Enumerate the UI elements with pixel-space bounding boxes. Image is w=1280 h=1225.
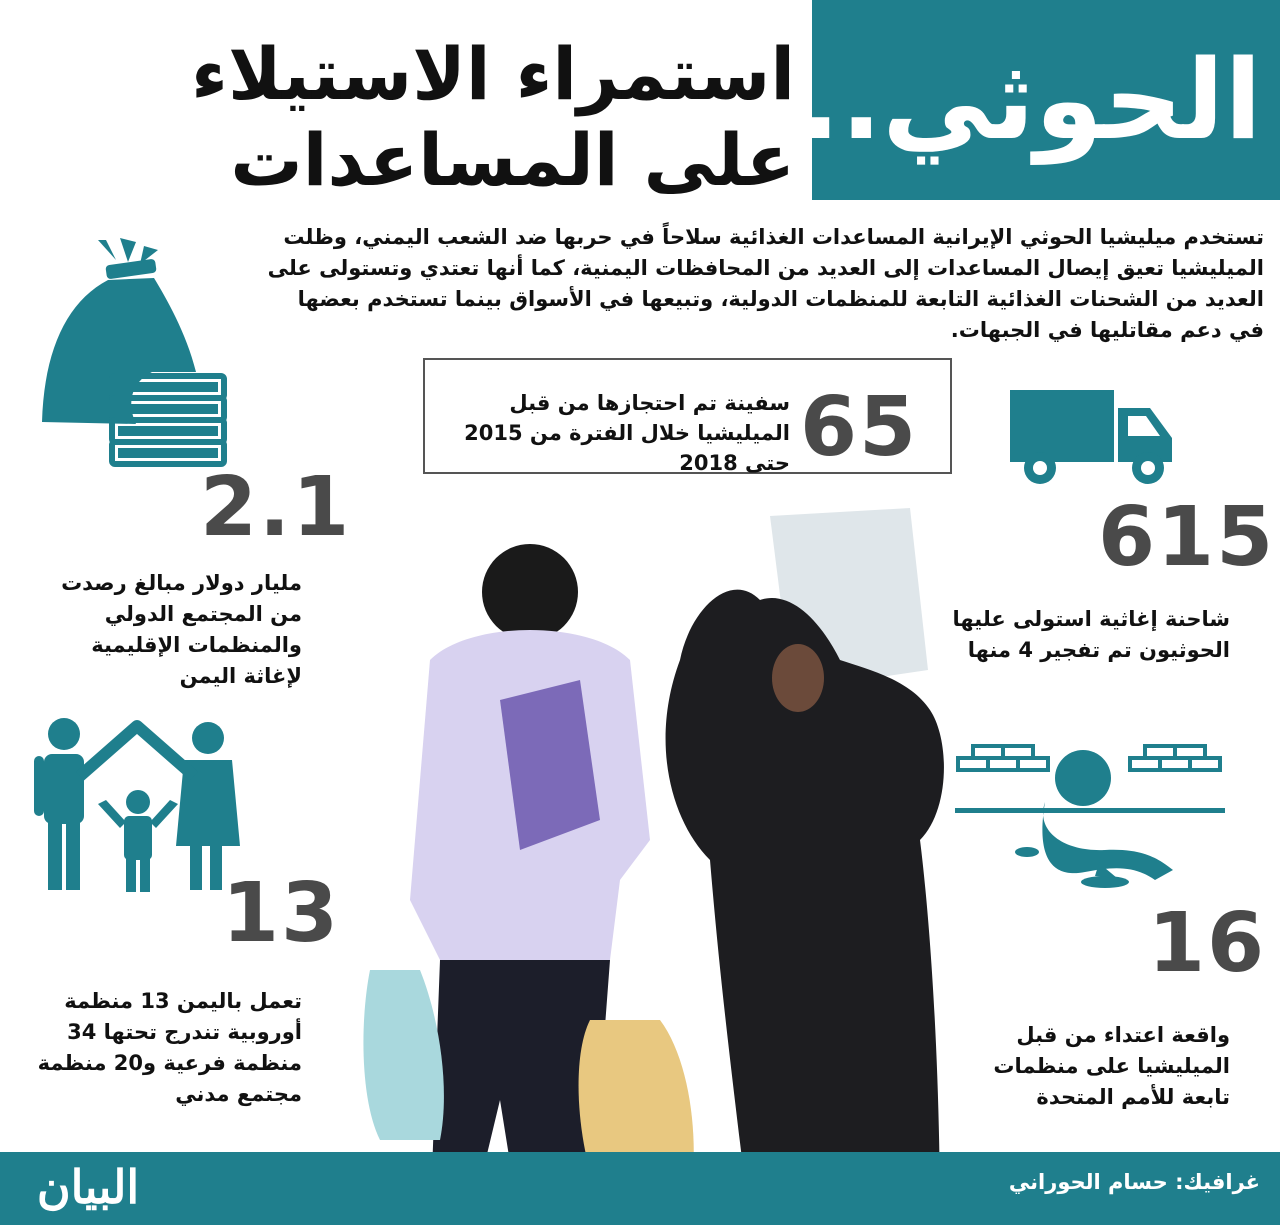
orgs-description: تعمل باليمن 13 منظمة أوروبية تندرج تحتها 34 منظمة فرعية و20 منظمة مجتمع مدني xyxy=(37,989,302,1106)
ships-value: 65 xyxy=(800,380,919,475)
title-line-2: على المساعدات xyxy=(230,118,795,202)
family-icon xyxy=(34,716,240,894)
ships-description: سفينة تم احتجازها من قبل الميليشيا خلال الفترة من 2015 حتى 2018 xyxy=(464,391,790,475)
albayan-logo: البيان xyxy=(36,1160,140,1214)
intro-paragraph: تستخدم ميليشيا الحوثي الإيرانية المساعدات الغذائية سلاحاً في حربها ضد الشعب اليمني، وظلت الميليشيا تعيق إيصال المساعدات إلى العديد من المحافظات اليمنية، كما أنها تعتدي وتستولى على العديد من الشحنات الغذائية التابعة للمنظمات الدولية، وتبيعها في الأسواق بينما تستخدم بعضها في دعم مقاتليها في الجبهات. xyxy=(267,225,1264,342)
money-description: مليار دولار مبالغ رصدت من المجتمع الدولي والمنظمات الإقليمية لإغاثة اليمن xyxy=(61,571,302,688)
money-bag-icon xyxy=(36,232,236,467)
money-value: 2.1 xyxy=(200,460,352,555)
truck-icon xyxy=(1010,390,1174,484)
title-line-1: استمراء الاستيلاء xyxy=(191,32,795,116)
trucks-description: شاحنة إغاثية استولى عليها الحوثيون تم تفجير 4 منها xyxy=(952,607,1230,662)
man-head xyxy=(482,544,578,640)
people-photo xyxy=(350,500,960,1225)
graphic-credit: غرافيك: حسام الحوراني xyxy=(1008,1170,1260,1194)
orgs-value: 13 xyxy=(222,866,341,961)
assault-icon xyxy=(955,742,1225,892)
assaults-value: 16 xyxy=(1148,896,1267,991)
plastic-bag-left xyxy=(363,970,443,1140)
assaults-description: واقعة اعتداء من قبل الميليشيا على منظمات تابعة للأمم المتحدة xyxy=(993,1023,1230,1109)
trucks-value: 615 xyxy=(1098,490,1276,585)
title-highlight: الحوثي.. xyxy=(798,36,1262,164)
woman-face xyxy=(772,644,824,712)
